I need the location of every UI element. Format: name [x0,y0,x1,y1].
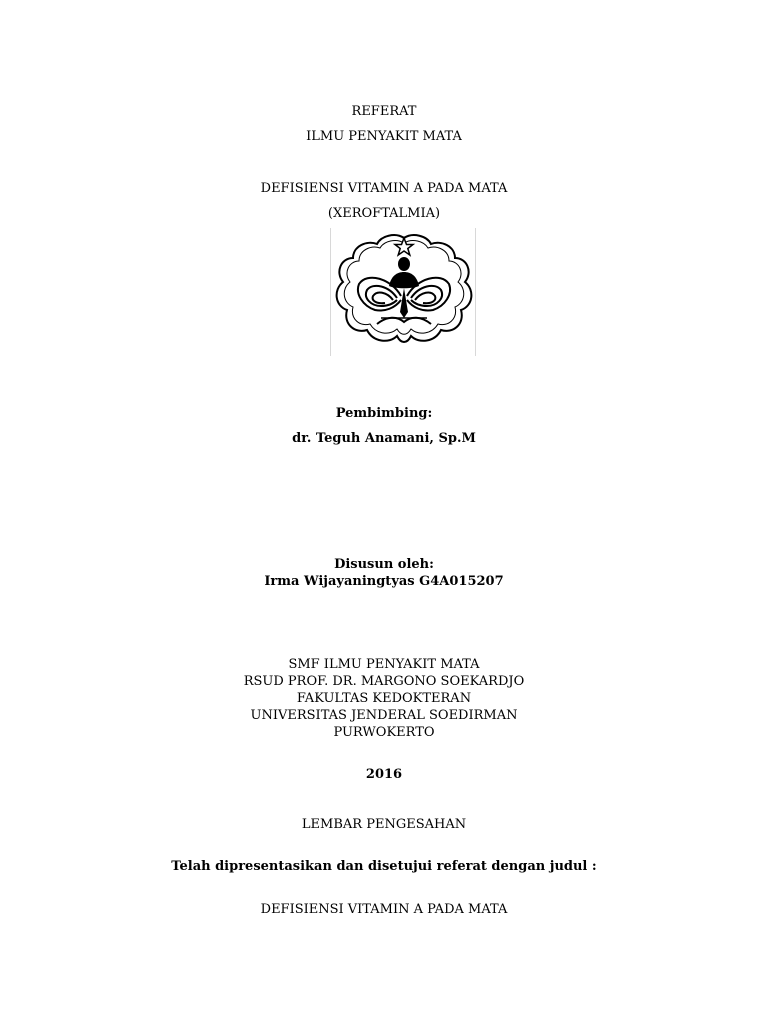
institution-line-5: PURWOKERTO [333,725,435,740]
report-subtitle: (XEROFTALMIA) [327,206,441,221]
author-name: Irma Wijayaningtyas G4A015207 [264,574,504,589]
department-heading: ILMU PENYAKIT MATA [306,129,462,144]
author-label: Disusun oleh: [334,557,434,572]
university-seal-icon [330,228,476,356]
report-title: DEFISIENSI VITAMIN A PADA MATA [260,181,508,196]
supervisor-name: dr. Teguh Anamani, Sp.M [292,431,476,446]
approval-statement: Telah dipresentasikan dan disetujui referat dengan judul : [171,859,597,874]
report-type-heading: REFERAT [351,104,417,119]
institution-line-4: UNIVERSITAS JENDERAL SOEDIRMAN [250,708,518,723]
year: 2016 [365,767,403,782]
institution-line-2: RSUD PROF. DR. MARGONO SOEKARDJO [243,674,525,689]
institution-line-3: FAKULTAS KEDOKTERAN [296,691,472,706]
approval-title: DEFISIENSI VITAMIN A PADA MATA [260,902,508,917]
institution-line-1: SMF ILMU PENYAKIT MATA [288,657,480,672]
approval-heading: LEMBAR PENGESAHAN [301,817,467,832]
supervisor-label: Pembimbing: [335,406,433,421]
